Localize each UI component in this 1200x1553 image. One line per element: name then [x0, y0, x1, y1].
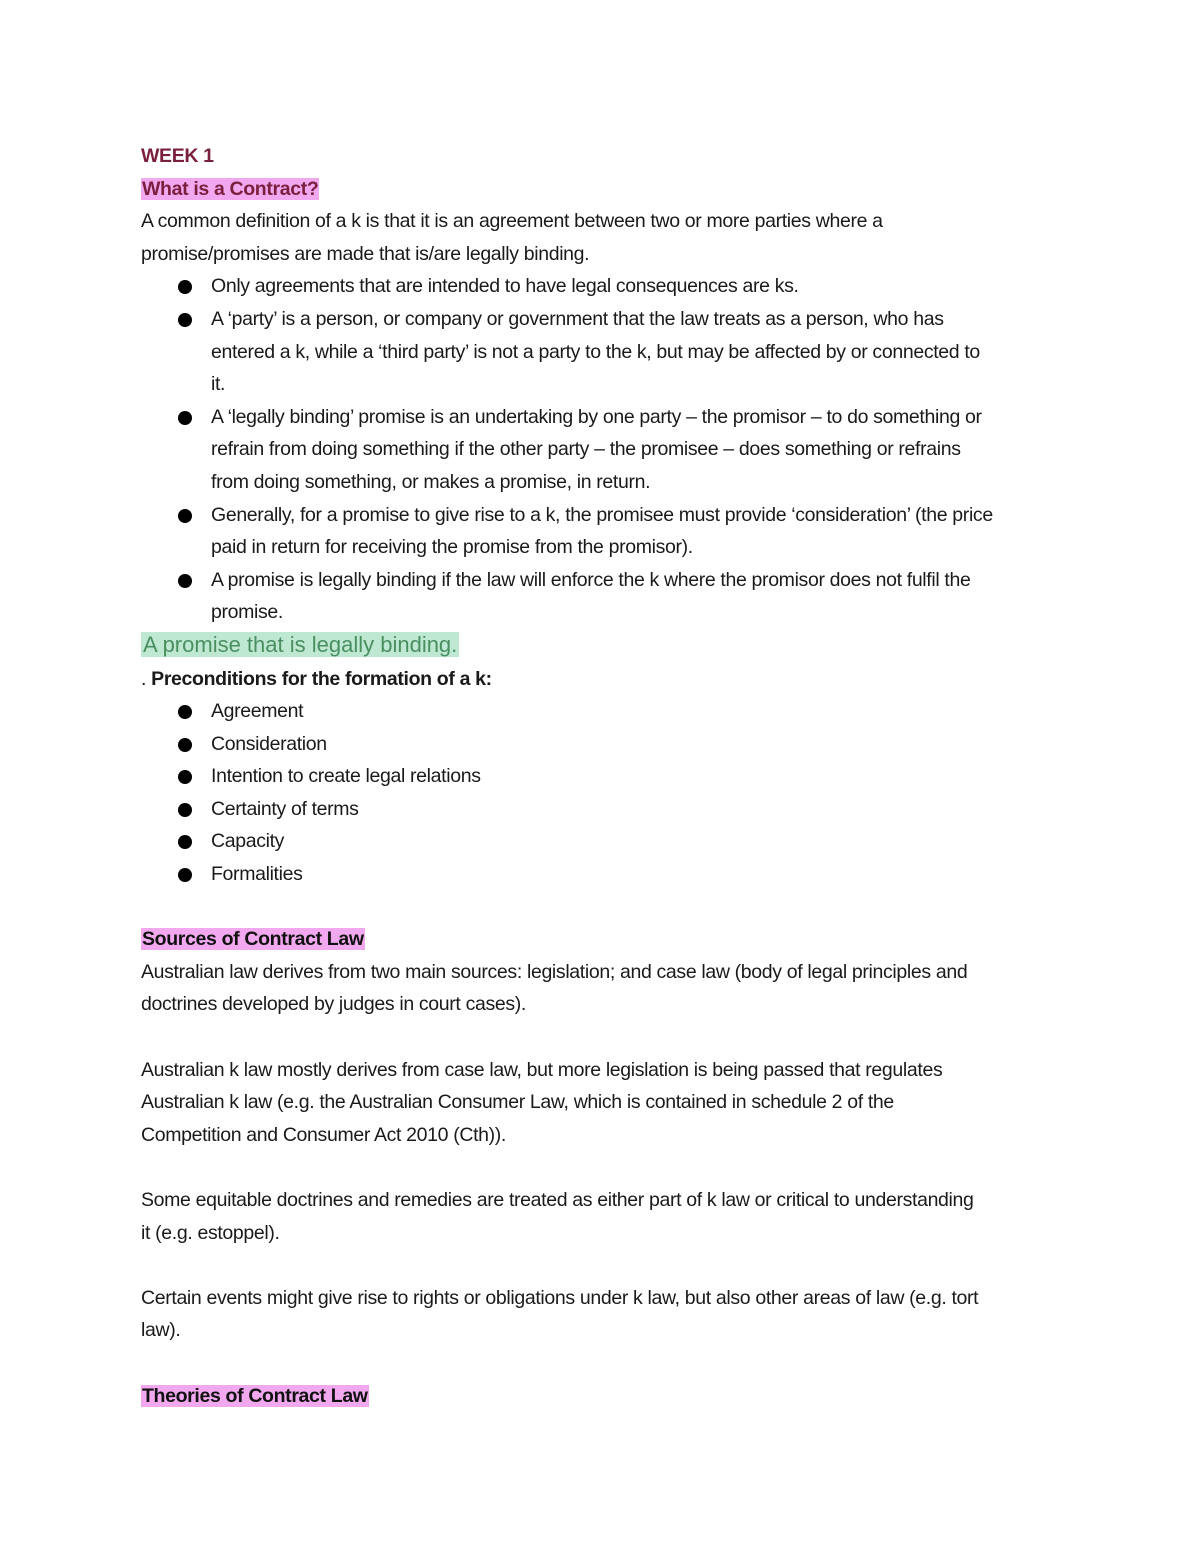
- bullet-line: A promise is legally binding if the law will enforce the k where the promisor does not fulfil the: [211, 568, 971, 591]
- bullet-icon: [178, 738, 192, 752]
- bullet-icon: [178, 835, 192, 849]
- list-item: [141, 825, 1061, 858]
- precondition-label: Intention to create legal relations: [211, 765, 481, 788]
- bullet-line: A ‘legally binding’ promise is an undertaking by one party – the promisor – to do something or: [211, 405, 982, 428]
- week-label: WEEK 1: [141, 145, 214, 167]
- spacer: [141, 1151, 1061, 1184]
- precondition-label: Certainty of terms: [211, 797, 359, 820]
- list-item: [141, 858, 1061, 891]
- preconditions-prefix: .: [141, 667, 147, 690]
- precondition-label: Agreement: [211, 700, 304, 723]
- bullet-icon: [178, 770, 192, 784]
- preconditions-list: [141, 695, 1061, 891]
- precondition-label: Consideration: [211, 732, 327, 755]
- list-item: [141, 303, 1061, 401]
- bullet-line: from doing something, or makes a promise, in return.: [211, 470, 651, 493]
- bullet-icon: [178, 509, 192, 523]
- bullet-line: refrain from doing something if the other party – the promisee – does something or refrains: [211, 438, 961, 461]
- spacer: [141, 1021, 1061, 1054]
- bullet-line: A ‘party’ is a person, or company or government that the law treats as a person, who has: [211, 307, 944, 330]
- bullet-icon: [178, 868, 192, 882]
- bullet-line: promise.: [211, 601, 283, 624]
- list-item: [141, 270, 1061, 303]
- list-item: [141, 695, 1061, 728]
- bullet-line: it.: [211, 373, 226, 396]
- bullet-line: paid in return for receiving the promise from the promisor).: [211, 536, 693, 559]
- paragraph-line: it (e.g. estoppel).: [141, 1221, 280, 1244]
- heading-what-is-contract: What is a Contract?: [142, 177, 319, 200]
- section-heading-sources: [141, 923, 1061, 956]
- paragraph-line: Certain events might give rise to rights or obligations under k law, but also other areas of law (e.g. tort: [141, 1286, 979, 1309]
- bullet-icon: [178, 803, 192, 817]
- bullet-icon: [178, 411, 192, 425]
- precondition-label: Formalities: [211, 863, 303, 886]
- paragraph-line: Some equitable doctrines and remedies are treated as either part of k law or critical to understanding: [141, 1189, 974, 1211]
- definition-bullet-list: [141, 270, 1061, 629]
- heading-sources-of-contract-law: Sources of Contract Law: [142, 928, 364, 951]
- section-heading-what-is-contract: [141, 173, 1061, 206]
- callout-highlight: A promise that is legally binding.: [143, 631, 458, 657]
- intro-line-2: promise/promises are made that is/are legally binding.: [141, 242, 590, 265]
- list-item: [141, 499, 1061, 564]
- paragraph-line: Competition and Consumer Act 2010 (Cth)).: [141, 1123, 506, 1146]
- section-heading-theories: [141, 1380, 1061, 1413]
- spacer: [141, 1249, 1061, 1282]
- paragraph-line: law).: [141, 1319, 181, 1342]
- bullet-icon: [178, 313, 192, 327]
- paragraph-line: Australian k law (e.g. the Australian Consumer Law, which is contained in schedule 2 of the: [141, 1091, 894, 1114]
- list-item: [141, 401, 1061, 499]
- bullet-icon: [178, 705, 192, 719]
- paragraph-line: doctrines developed by judges in court cases).: [141, 993, 526, 1016]
- bullet-icon: [178, 280, 192, 294]
- list-item: [141, 760, 1061, 793]
- intro-line-1: A common definition of a k is that it is an agreement between two or more parties where a: [141, 210, 883, 233]
- spacer: [141, 891, 1061, 924]
- heading-theories-of-contract-law: Theories of Contract Law: [142, 1384, 368, 1407]
- bullet-line: entered a k, while a ‘third party’ is not a party to the k, but may be affected by or connected to: [211, 340, 980, 363]
- callout-line: [141, 629, 1061, 663]
- document-page: [141, 140, 1061, 1412]
- precondition-label: Capacity: [211, 830, 285, 853]
- preconditions-heading: [141, 663, 1061, 696]
- bullet-icon: [178, 574, 192, 588]
- paragraph-line: Australian law derives from two main sources: legislation; and case law (body of legal principles and: [141, 960, 968, 983]
- list-item: [141, 728, 1061, 761]
- week-heading: [141, 140, 1061, 173]
- paragraph-line: Australian k law mostly derives from case law, but more legislation is being passed that regulates: [141, 1058, 943, 1081]
- preconditions-title: Preconditions for the formation of a k:: [151, 667, 492, 690]
- list-item: [141, 564, 1061, 629]
- bullet-line: Generally, for a promise to give rise to a k, the promisee must provide ‘consideration’ (the price: [211, 503, 993, 526]
- list-item: [141, 793, 1061, 826]
- bullet-line: Only agreements that are intended to have legal consequences are ks.: [211, 275, 799, 298]
- spacer: [141, 1347, 1061, 1380]
